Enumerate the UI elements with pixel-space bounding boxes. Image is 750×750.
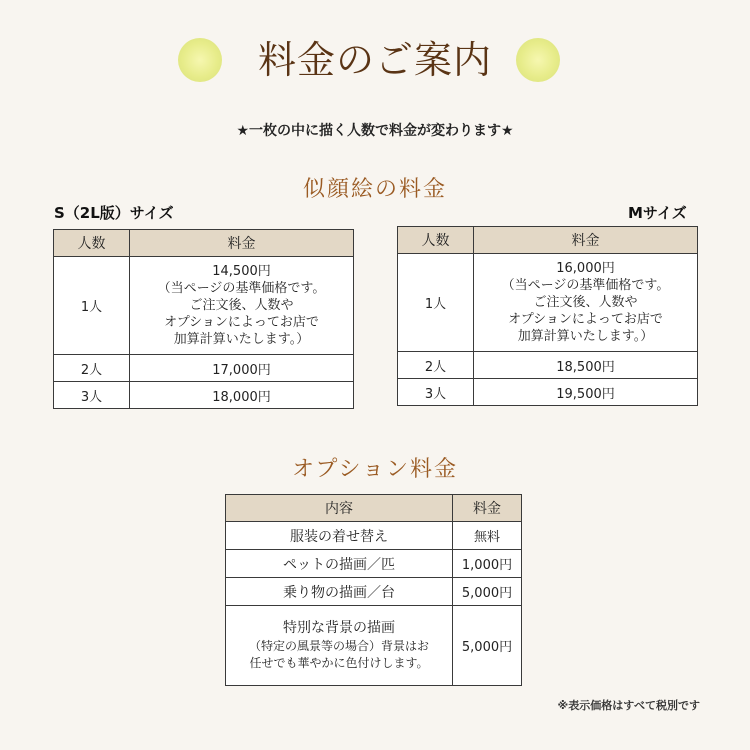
people-cell: 1人: [398, 254, 474, 352]
price-cell: [130, 257, 354, 355]
price-cell: 18,000円: [130, 382, 354, 409]
option-price: 1,000円: [453, 550, 522, 578]
option-item-note: （特定の風景等の場合）背景はお: [248, 639, 429, 653]
header-item: 内容: [226, 495, 453, 522]
table-row: [398, 254, 698, 352]
portrait-section-title: 似顔絵の料金: [302, 177, 447, 202]
table-row: [54, 382, 354, 409]
price-note-line: 加算計算いたします。）: [517, 329, 654, 344]
price-cell: 19,500円: [474, 379, 698, 406]
people-cell: 3人: [398, 379, 474, 406]
header-price: 料金: [130, 230, 354, 257]
table-row: [226, 578, 522, 606]
people-cell: 1人: [54, 257, 130, 355]
people-cell: 2人: [398, 352, 474, 379]
option-price: 5,000円: [453, 606, 522, 686]
options-section-title: オプション料金: [291, 457, 459, 482]
price-cell: 18,500円: [474, 352, 698, 379]
option-item: [226, 606, 453, 686]
table-row: [226, 522, 522, 550]
option-item: ペットの描画／匹: [226, 550, 453, 578]
options-price-table: [225, 494, 522, 686]
table-row: [226, 550, 522, 578]
price-note-line: オプションによってお店で: [164, 315, 319, 330]
people-cell: 3人: [54, 382, 130, 409]
price-note-line: ご注文後、人数や: [533, 295, 638, 310]
option-item: 服装の着せ替え: [226, 522, 453, 550]
price-value: 16,000円: [556, 261, 615, 276]
m-size-label: Mサイズ: [628, 204, 687, 222]
price-note-line: （当ページの基準価格です。: [157, 281, 326, 296]
header-people: 人数: [398, 227, 474, 254]
table-row: [54, 355, 354, 382]
option-price: 5,000円: [453, 578, 522, 606]
title-row: [0, 34, 750, 90]
table-row: [54, 257, 354, 355]
header-people: 人数: [54, 230, 130, 257]
price-cell: 17,000円: [130, 355, 354, 382]
table-row: [398, 379, 698, 406]
price-note-line: 加算計算いたします。）: [173, 332, 310, 347]
page-title: 料金のご案内: [257, 38, 492, 82]
s-size-price-table: [53, 229, 354, 409]
table-row: [226, 606, 522, 686]
people-cell: 2人: [54, 355, 130, 382]
price-note-line: ご注文後、人数や: [189, 298, 294, 313]
s-size-label: S（2L版）サイズ: [54, 204, 174, 222]
option-item: 乗り物の描画／台: [226, 578, 453, 606]
price-note-line: （当ページの基準価格です。: [501, 278, 670, 293]
decorative-circle-right: [516, 38, 560, 82]
header-price: 料金: [453, 495, 522, 522]
option-price: 無料: [453, 522, 522, 550]
price-value: 14,500円: [212, 264, 271, 279]
page-subtitle: ★一枚の中に描く人数で料金が変わります★: [236, 123, 514, 139]
tax-note: ※表示価格はすべて税別です: [557, 699, 700, 712]
option-item-note: 任せでも華やかに色付けします。: [249, 656, 429, 670]
m-size-price-table: [397, 226, 698, 406]
price-cell: [474, 254, 698, 352]
header-price: 料金: [474, 227, 698, 254]
price-note-line: オプションによってお店で: [508, 312, 663, 327]
table-row: [398, 352, 698, 379]
option-item-title: 特別な背景の描画: [283, 620, 395, 636]
